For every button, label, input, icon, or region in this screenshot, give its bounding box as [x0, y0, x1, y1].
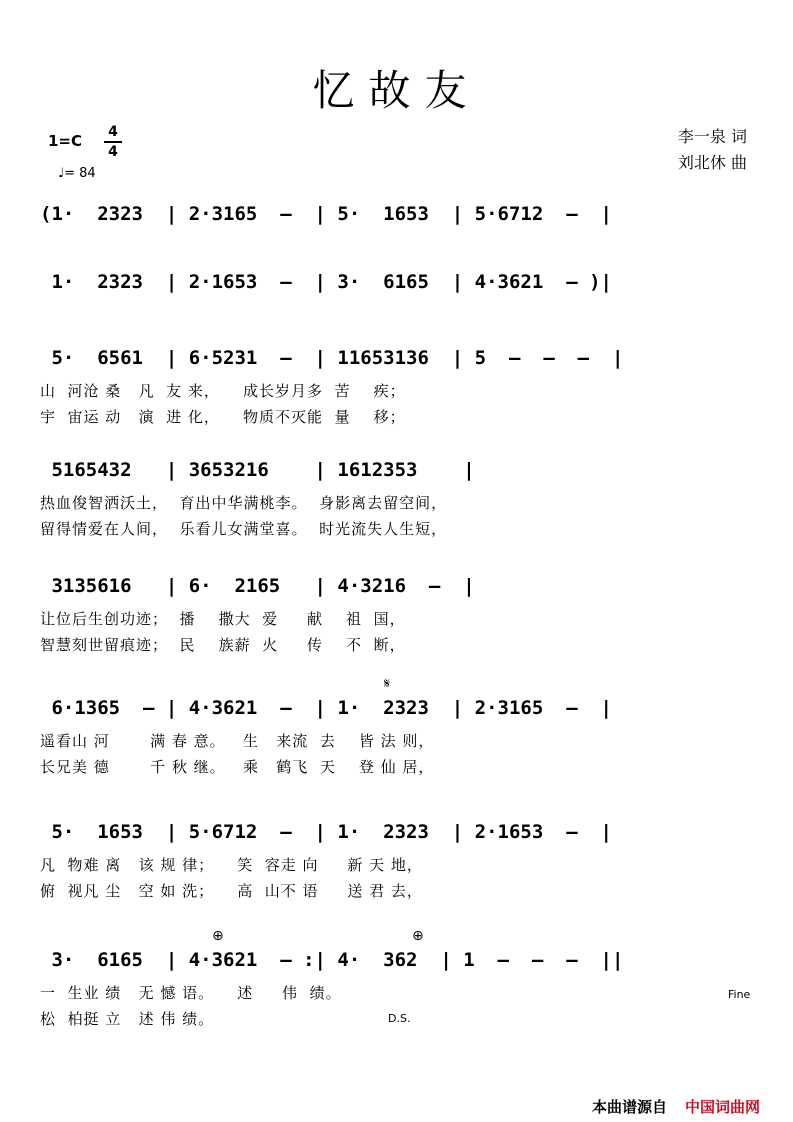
credits	[678, 124, 747, 176]
composer: 刘北休 曲	[677, 153, 747, 172]
song-title: 忆故友	[312, 66, 481, 115]
notation-line: 1· 2323 | 2·1653 – | 3· 6165 | 4·3621 – )|	[40, 271, 612, 293]
lyrics-verse-1: 凡 物难 离 该 规 律； 笑 容走 向 新 天 地，	[40, 856, 423, 874]
time-divider	[104, 141, 122, 143]
time-top: 4	[108, 124, 118, 140]
notation-line: 5165432 | 3653216 | 1612353 |	[40, 459, 475, 481]
notation-line: 5· 1653 | 5·6712 – | 1· 2323 | 2·1653 – |	[40, 821, 612, 843]
lyrics-verse-2: 宇 宙运 动 演 进 化， 物质不灭能 量 移；	[40, 408, 406, 426]
coda-sign-2: ⊕	[412, 928, 424, 944]
tempo-marking: ♩= 84	[58, 166, 96, 181]
lyrics-verse-1: 遥看山 河 满 春 意。 生 来流 去 皆 法 则，	[40, 732, 435, 750]
lyrics-verse-1: 热血俊智洒沃土， 育出中华满桃李。 身影离去留空间，	[40, 494, 448, 512]
time-bottom: 4	[108, 144, 118, 160]
lyrics-verse-1: 一 生业 绩 无 憾 语。 述 伟 绩。	[40, 984, 342, 1002]
lyrics-verse-2: 智慧刻世留痕迹； 民 族薪 火 传 不 断，	[40, 636, 406, 654]
lyrics-verse-2: 留得情爱在人间， 乐看儿女满堂喜。 时光流失人生短，	[40, 520, 448, 538]
ds-marking: D.S.	[388, 1012, 411, 1025]
notation-line: 6·1365 – | 4·3621 – | 1· 2323 | 2·3165 – |	[40, 697, 612, 719]
footer-credit	[592, 1096, 760, 1117]
lyrics-verse-1: 山 河沧 桑 凡 友 来， 成长岁月多 苦 疾；	[40, 382, 406, 400]
lyrics-verse-2: 松 柏挺 立 述 伟 绩。	[40, 1010, 215, 1028]
footer-site-link[interactable]: 中国词曲网	[685, 1098, 761, 1116]
lyrics-verse-2: 长兄美 德 千 秋 继。 乘 鹤飞 天 登 仙 居，	[40, 758, 435, 776]
notation-line: 5· 6561 | 6·5231 – | 11653136 | 5 – – – |	[40, 347, 624, 369]
lyrics-verse-1: 让位后生创功迹； 播 撒大 爱 献 祖 国，	[40, 610, 406, 628]
fine-marking: Fine	[728, 988, 751, 1001]
notation-line: (1· 2323 | 2·3165 – | 5· 1653 | 5·6712 – |	[40, 203, 612, 225]
footer-source: 本曲谱源自	[592, 1098, 668, 1116]
coda-sign-1: ⊕	[212, 928, 224, 944]
time-signature	[104, 124, 122, 160]
notation-line: 3· 6165 | 4·3621 – :| 4· 362 | 1 – – – ||	[40, 949, 624, 971]
lyrics-verse-2: 俯 视凡 尘 空 如 洗； 高 山不 语 送 君 去，	[40, 882, 423, 900]
notation-line: 3135616 | 6· 2165 | 4·3216 – |	[40, 575, 475, 597]
segno-sign: 𝄋	[384, 676, 391, 692]
key-signature: 1=C	[48, 132, 83, 150]
lyricist: 李一泉 词	[677, 127, 747, 146]
